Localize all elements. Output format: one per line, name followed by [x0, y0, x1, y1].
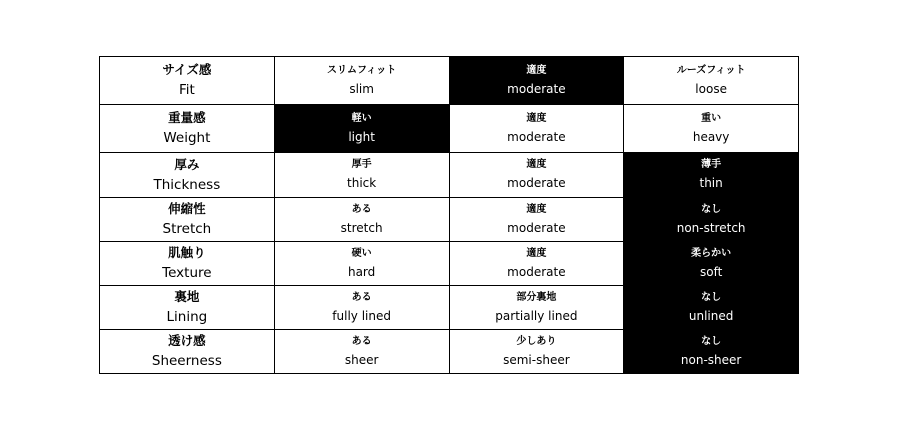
option-en: sheer — [344, 352, 379, 367]
row-label-cell — [100, 242, 275, 286]
option-cell — [449, 57, 624, 105]
option-jp: ルーズフィット — [676, 64, 746, 76]
row-label-en: Sheerness — [151, 353, 222, 370]
option-cell — [449, 242, 624, 286]
row-label-en: Weight — [163, 130, 211, 147]
option-en: thin — [699, 176, 723, 191]
option-en: fully lined — [332, 308, 391, 323]
option-jp: 少しあり — [516, 335, 557, 347]
row-label-en: Thickness — [153, 176, 221, 193]
option-en: heavy — [692, 129, 730, 144]
option-en: moderate — [507, 81, 566, 96]
spec-row-fit — [100, 57, 799, 105]
option-en: moderate — [507, 176, 566, 191]
spec-row-weight — [100, 105, 799, 153]
option-cell — [624, 105, 799, 153]
option-cell — [274, 198, 449, 242]
row-label-cell — [100, 198, 275, 242]
option-en: stretch — [340, 220, 383, 235]
option-cell — [274, 286, 449, 330]
option-en: soft — [699, 264, 723, 279]
row-label-cell — [100, 105, 275, 153]
spec-row-thickness — [100, 153, 799, 198]
option-cell — [449, 286, 624, 330]
fabric-spec-table — [99, 56, 799, 374]
row-label-jp: 厚み — [174, 156, 200, 172]
option-jp: 薄手 — [701, 159, 722, 171]
row-label-jp: 重量感 — [168, 110, 206, 126]
option-en: moderate — [507, 129, 566, 144]
spec-row-texture — [100, 242, 799, 286]
option-jp: 厚手 — [351, 159, 372, 171]
option-jp: 軽い — [351, 112, 372, 124]
option-jp: 適度 — [526, 203, 547, 215]
option-en: non-sheer — [680, 352, 742, 367]
option-cell — [624, 198, 799, 242]
option-cell — [624, 242, 799, 286]
option-cell — [449, 330, 624, 374]
option-cell — [449, 153, 624, 198]
row-label-en: Fit — [178, 82, 195, 99]
option-cell — [624, 57, 799, 105]
option-cell — [449, 198, 624, 242]
option-cell — [274, 153, 449, 198]
option-jp: なし — [701, 335, 722, 347]
option-jp: スリムフィット — [327, 64, 397, 76]
option-en: non-stretch — [676, 220, 746, 235]
option-cell — [274, 105, 449, 153]
spec-row-stretch — [100, 198, 799, 242]
option-jp: 柔らかい — [691, 247, 732, 259]
option-en: unlined — [688, 308, 734, 323]
option-cell — [624, 153, 799, 198]
row-label-cell — [100, 153, 275, 198]
option-cell — [274, 57, 449, 105]
row-label-en: Texture — [162, 265, 212, 282]
option-cell — [624, 330, 799, 374]
option-jp: 適度 — [526, 159, 547, 171]
option-jp: なし — [701, 291, 722, 303]
option-jp: ある — [351, 291, 372, 303]
option-en: slim — [349, 81, 374, 96]
row-label-en: Lining — [166, 309, 208, 326]
option-jp: 重い — [701, 112, 722, 124]
option-en: semi-sheer — [503, 352, 570, 367]
row-label-en: Stretch — [162, 221, 212, 238]
option-cell — [274, 330, 449, 374]
option-jp: ある — [351, 335, 372, 347]
option-en: hard — [347, 264, 376, 279]
option-cell — [449, 105, 624, 153]
option-en: partially lined — [495, 308, 578, 323]
option-jp: なし — [701, 203, 722, 215]
option-jp: 適度 — [526, 64, 547, 76]
row-label-jp: 透け感 — [168, 333, 206, 349]
option-jp: 硬い — [351, 247, 372, 259]
row-label-jp: サイズ感 — [162, 62, 212, 78]
row-label-cell — [100, 57, 275, 105]
row-label-cell — [100, 286, 275, 330]
row-label-jp: 伸縮性 — [168, 201, 206, 217]
option-cell — [274, 242, 449, 286]
row-label-cell — [100, 330, 275, 374]
spec-row-sheerness — [100, 330, 799, 374]
option-jp: 適度 — [526, 112, 547, 124]
option-en: moderate — [507, 264, 566, 279]
option-en: thick — [347, 176, 377, 191]
row-label-jp: 裏地 — [174, 289, 200, 305]
option-jp: 適度 — [526, 247, 547, 259]
option-cell — [624, 286, 799, 330]
option-en: moderate — [507, 220, 566, 235]
option-jp: ある — [351, 203, 372, 215]
spec-row-lining — [100, 286, 799, 330]
option-jp: 部分裏地 — [516, 291, 557, 303]
option-en: loose — [695, 81, 727, 96]
row-label-jp: 肌触り — [168, 245, 206, 261]
option-en: light — [348, 129, 375, 144]
